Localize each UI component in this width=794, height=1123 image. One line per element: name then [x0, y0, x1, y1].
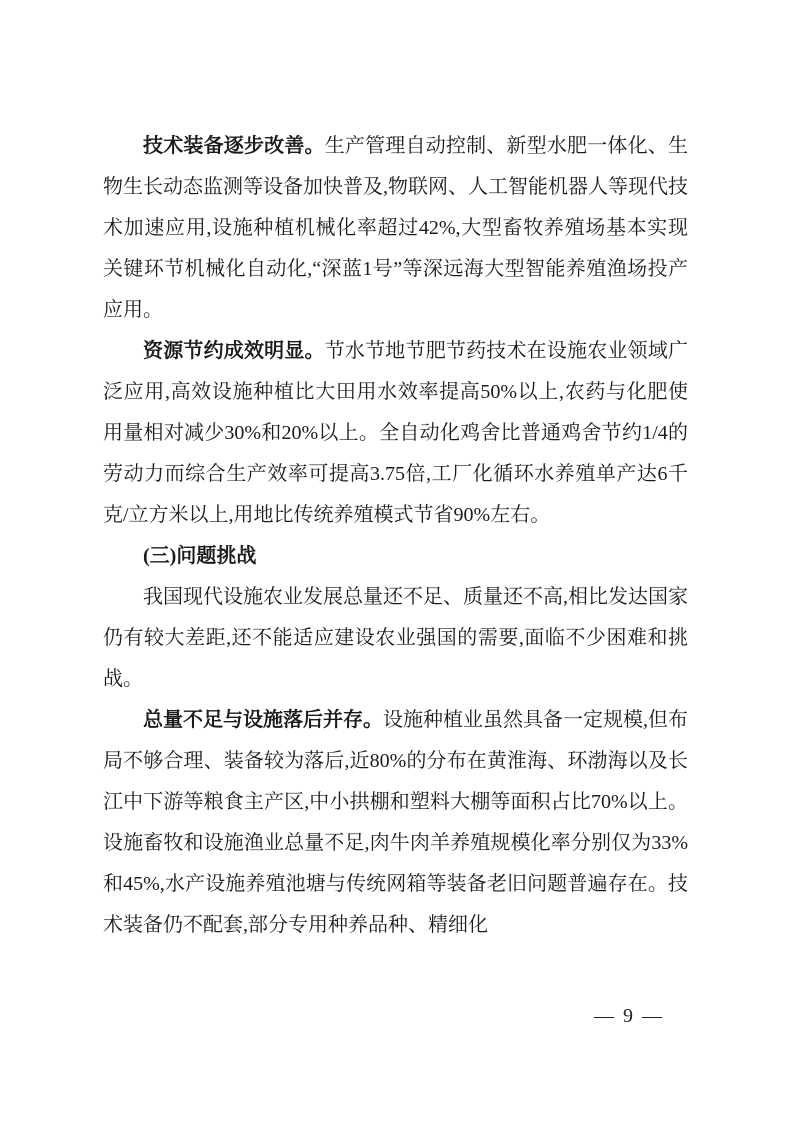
paragraph-text-shortage-backward: 设施种植业虽然具备一定规模,但布局不够合理、装备较为落后,近80%的分布在黄淮海、环渤海以及长江中下游等粮食主产区,中小拱棚和塑料大棚等面积占比70%以上。设施畜牧和设施渔业总量不足,肉牛肉羊养殖规模化率分别仅为33%和45%,水产设施养殖池塘与传统网箱等装备老旧问题普遍存在。技术装备仍不配套,部分专用种养品种、精细化 — [103, 709, 688, 936]
paragraph-lead-tech-equipment: 技术装备逐步改善。 — [143, 135, 325, 157]
page-number: — 9 — — [594, 1005, 664, 1027]
paragraph-resource-saving — [103, 331, 688, 536]
paragraph-shortage-backward — [103, 700, 688, 946]
paragraph-text-resource-saving: 节水节地节肥节药技术在设施农业领域广泛应用,高效设施种植比大田用水效率提高50%以上,农药与化肥使用量相对减少30%和20%以上。全自动化鸡舍比普通鸡舍节约1/4的劳动力而综合生产效率可提高3.75倍,工厂化循环水养殖单产达6千克/立方米以上,用地比传统养殖模式节省90%左右。 — [103, 340, 689, 526]
paragraph-tech-equipment — [103, 126, 688, 331]
section-heading-problems-challenges: (三)问题挑战 — [143, 545, 257, 567]
paragraph-lead-shortage-backward: 总量不足与设施落后并存。 — [143, 709, 383, 731]
document-body — [103, 126, 688, 946]
paragraph-lead-resource-saving: 资源节约成效明显。 — [143, 340, 325, 362]
paragraph-overview: 我国现代设施农业发展总量还不足、质量还不高,相比发达国家仍有较大差距,还不能适应建设农业强国的需要,面临不少困难和挑战。 — [103, 586, 688, 690]
paragraph-text-tech-equipment: 生产管理自动控制、新型水肥一体化、生物生长动态监测等设备加快普及,物联网、人工智能机器人等现代技术加速应用,设施种植机械化率超过42%,大型畜牧养殖场基本实现关键环节机械化自动化,“深蓝1号”等深远海大型智能养殖渔场投产应用。 — [103, 135, 689, 321]
